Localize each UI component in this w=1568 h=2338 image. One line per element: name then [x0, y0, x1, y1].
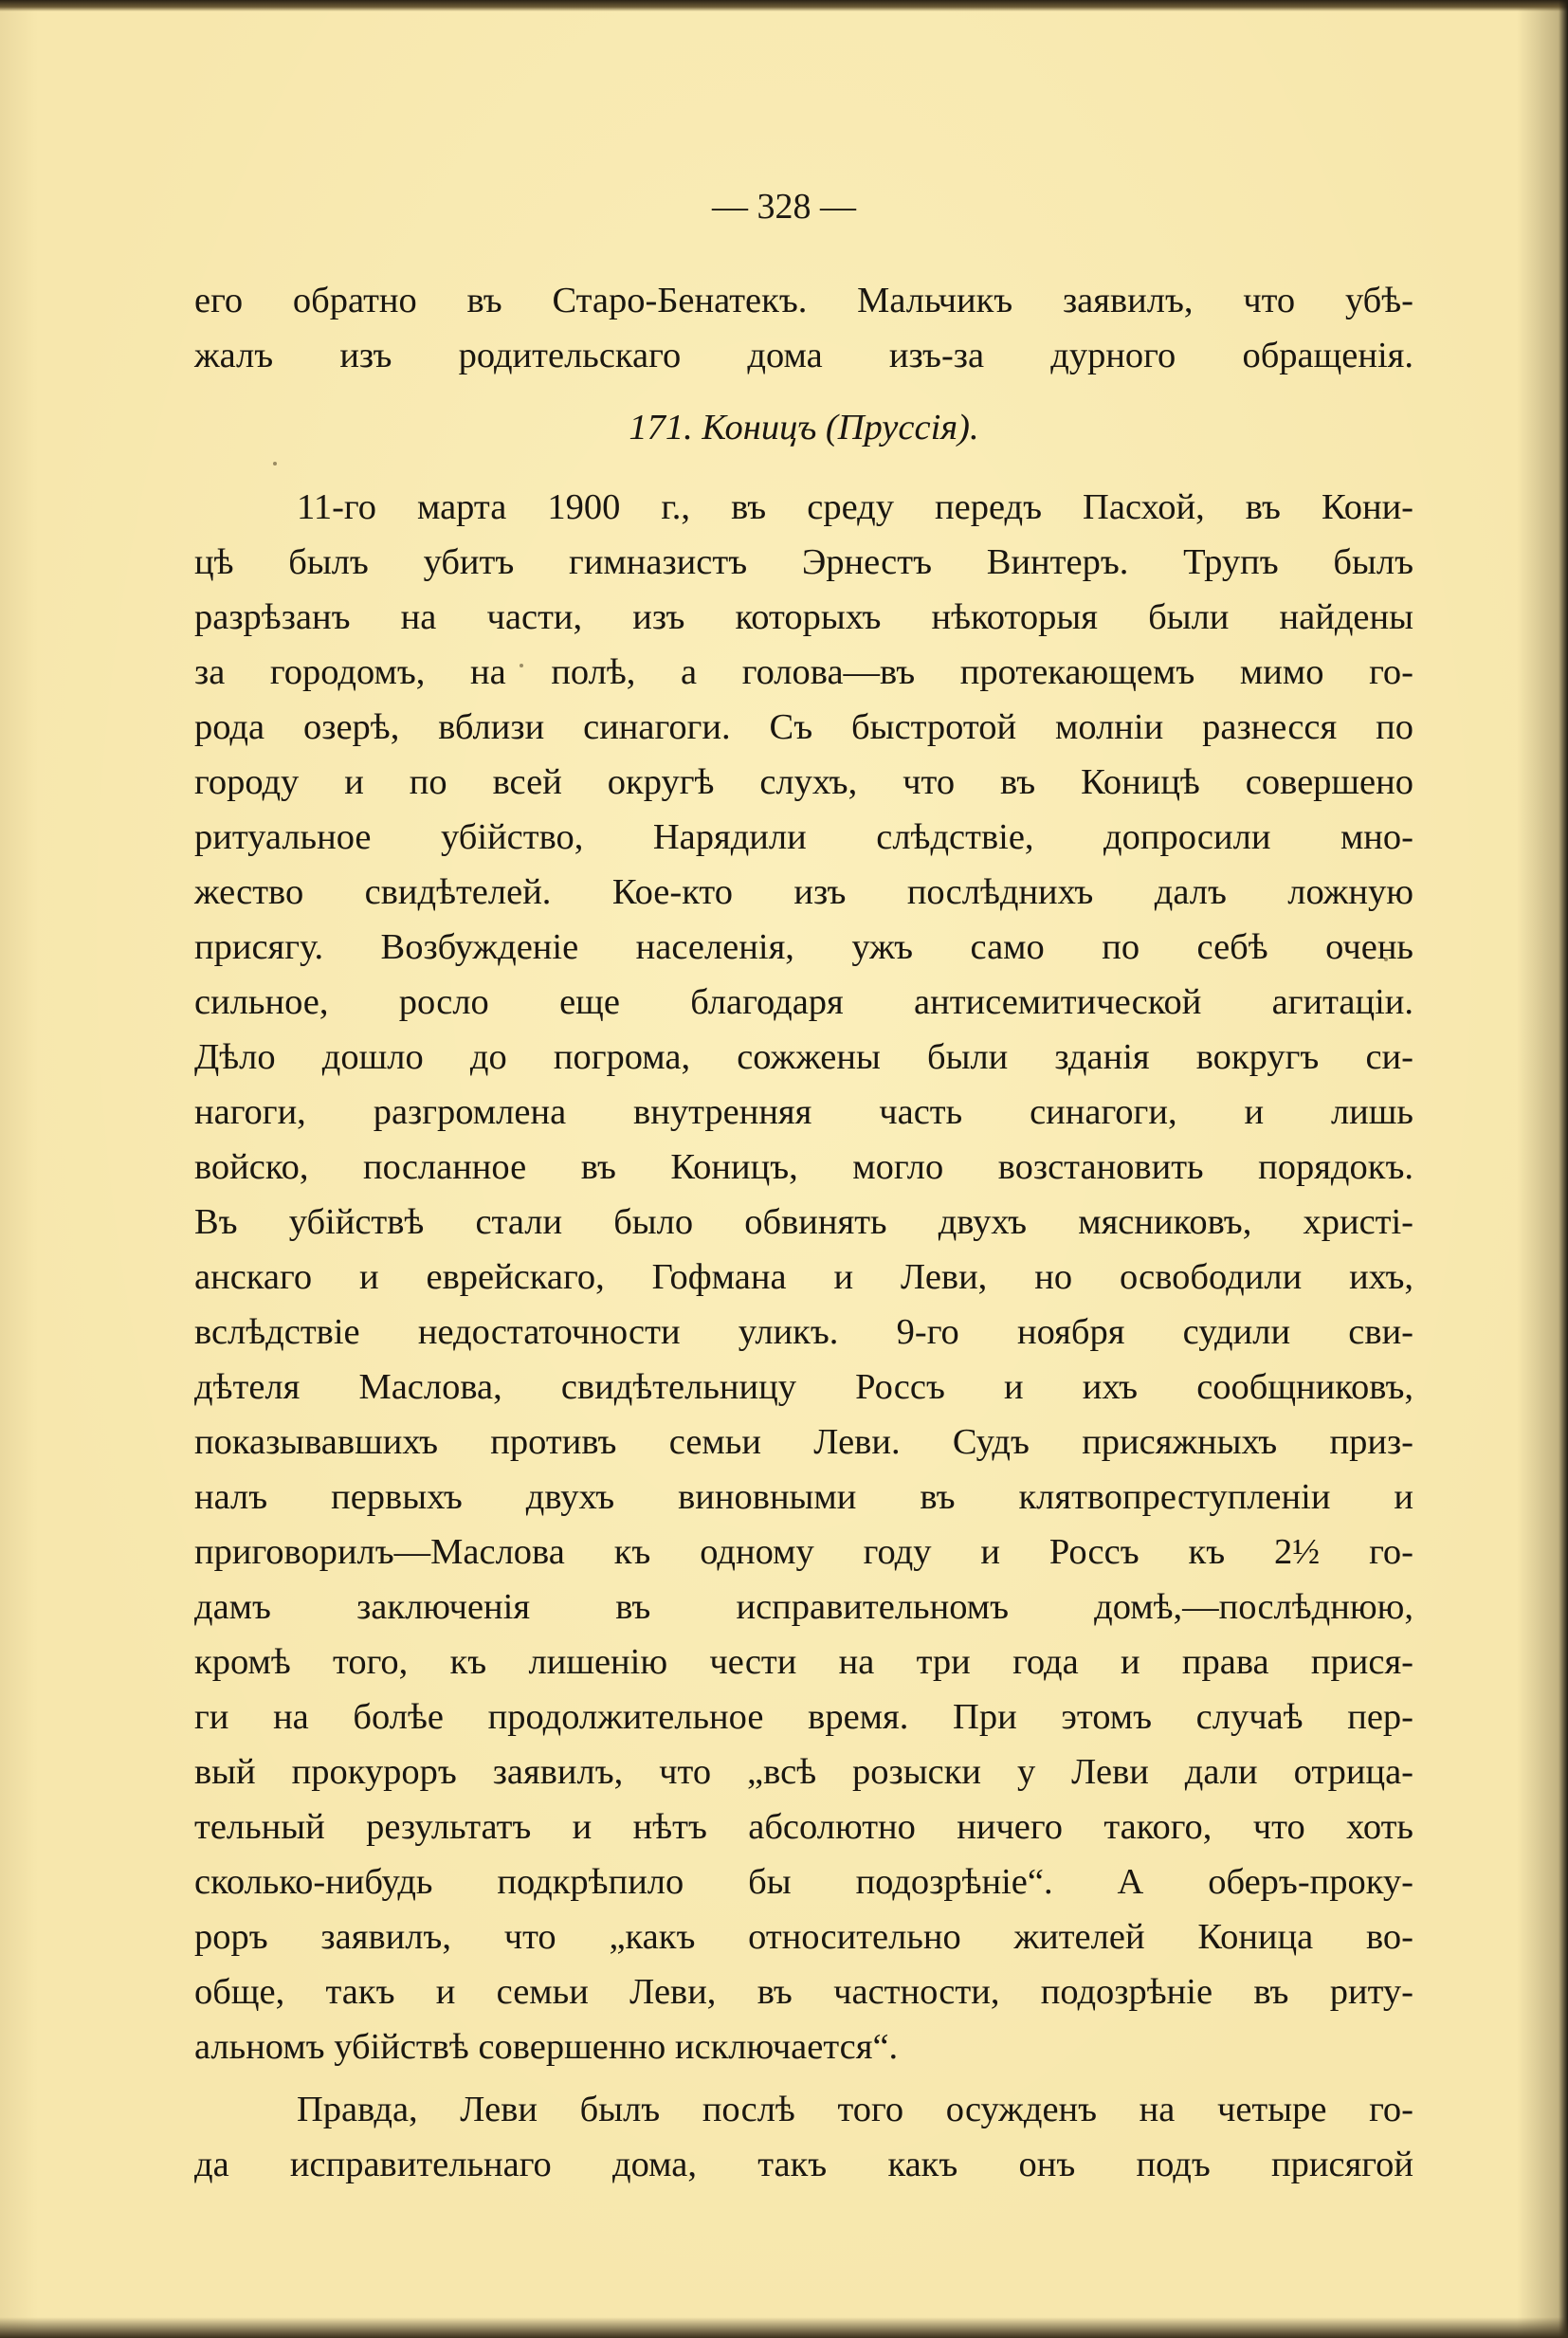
text-line: дамъ заключенія въ исправительномъ домѣ,—послѣднюю,	[194, 1587, 1413, 1627]
page-right-edge	[1559, 0, 1568, 2338]
page-number: — 328 —	[712, 187, 856, 227]
text-line: Правда, Леви былъ послѣ того осужденъ на четыре го-	[297, 2090, 1413, 2129]
text-line: роръ заявилъ, что „какъ относительно жителей Коница во-	[194, 1917, 1413, 1957]
text-line: разрѣзанъ на части, изъ которыхъ нѣкоторыя были найдены	[194, 597, 1413, 637]
text-line: жество свидѣтелей. Кое-кто изъ послѣднихъ далъ ложную	[194, 872, 1413, 912]
text-line: рода озерѣ, вблизи синагоги. Съ быстротой молніи разнесся по	[194, 707, 1413, 747]
page-bottom-edge	[0, 2317, 1568, 2338]
text-line: вый прокуроръ заявилъ, что „всѣ розыски у Леви дали отрица-	[194, 1752, 1413, 1792]
text-line: анскаго и еврейскаго, Гофмана и Леви, но освободили ихъ,	[194, 1257, 1413, 1297]
text-line: приговорилъ—Маслова къ одному году и Россъ къ 2½ го-	[194, 1532, 1413, 1572]
text-line: Дѣло дошло до погрома, сожжены были зданія вокругъ си-	[194, 1037, 1413, 1077]
text-line: за городомъ, на полѣ, а голова—въ протекающемъ мимо го-	[194, 652, 1413, 692]
text-line: сильное, росло еще благодаря антисемитической агитаціи.	[194, 982, 1413, 1022]
text-line: налъ первыхъ двухъ виновными въ клятвопреступленіи и	[194, 1477, 1413, 1517]
text-line: его обратно въ Старо-Бенатекъ. Мальчикъ заявилъ, что убѣ-	[194, 281, 1413, 320]
text-line: тельный результатъ и нѣтъ абсолютно ничего такого, что хоть	[194, 1807, 1413, 1847]
text-line: нагоги, разгромлена внутренняя часть синагоги, и лишь	[194, 1092, 1413, 1132]
section-heading: 171. Коницъ (Пруссія).	[629, 408, 979, 448]
text-line: показывавшихъ противъ семьи Леви. Судъ присяжныхъ приз-	[194, 1422, 1413, 1462]
text-line: жалъ изъ родительскаго дома изъ-за дурного обращенія.	[194, 336, 1413, 375]
text-line: сколько-нибудь подкрѣпило бы подозрѣніе“. А оберъ-проку-	[194, 1862, 1413, 1902]
text-line: дѣтеля Маслова, свидѣтельницу Россъ и ихъ сообщниковъ,	[194, 1367, 1413, 1407]
text-line: городу и по всей округѣ слухъ, что въ Коницѣ совершено	[194, 762, 1413, 802]
page-text	[194, 273, 1413, 2192]
page-top-edge	[0, 0, 1568, 11]
text-line: войско, посланное въ Коницъ, могло возстановить порядокъ.	[194, 1147, 1413, 1187]
text-line: ги на болѣе продолжительное время. При этомъ случаѣ пер-	[194, 1697, 1413, 1737]
text-line: ритуальное убійство, Нарядили слѣдствіе, допросили мно-	[194, 817, 1413, 857]
text-line: обще, такъ и семьи Леви, въ частности, подозрѣніе въ риту-	[194, 1972, 1413, 2012]
text-line: вслѣдствіе недостаточности уликъ. 9-го ноября судили сви-	[194, 1312, 1413, 1352]
text-line: 11-го марта 1900 г., въ среду передъ Пасхой, въ Кони-	[297, 487, 1413, 527]
text-line: да исправительнаго дома, такъ какъ онъ подъ присягой	[194, 2145, 1413, 2184]
text-line: присягу. Возбужденіе населенія, ужъ само по себѣ очень	[194, 927, 1413, 967]
text-line: кромѣ того, къ лишенію чести на три года и права прися-	[194, 1642, 1413, 1682]
text-line: цѣ былъ убитъ гимназистъ Эрнестъ Винтеръ. Трупъ былъ	[194, 542, 1413, 582]
text-line: альномъ убійствѣ совершенно исключается“.	[194, 2027, 899, 2067]
text-line: Въ убійствѣ стали было обвинять двухъ мясниковъ, христі-	[194, 1202, 1413, 1242]
